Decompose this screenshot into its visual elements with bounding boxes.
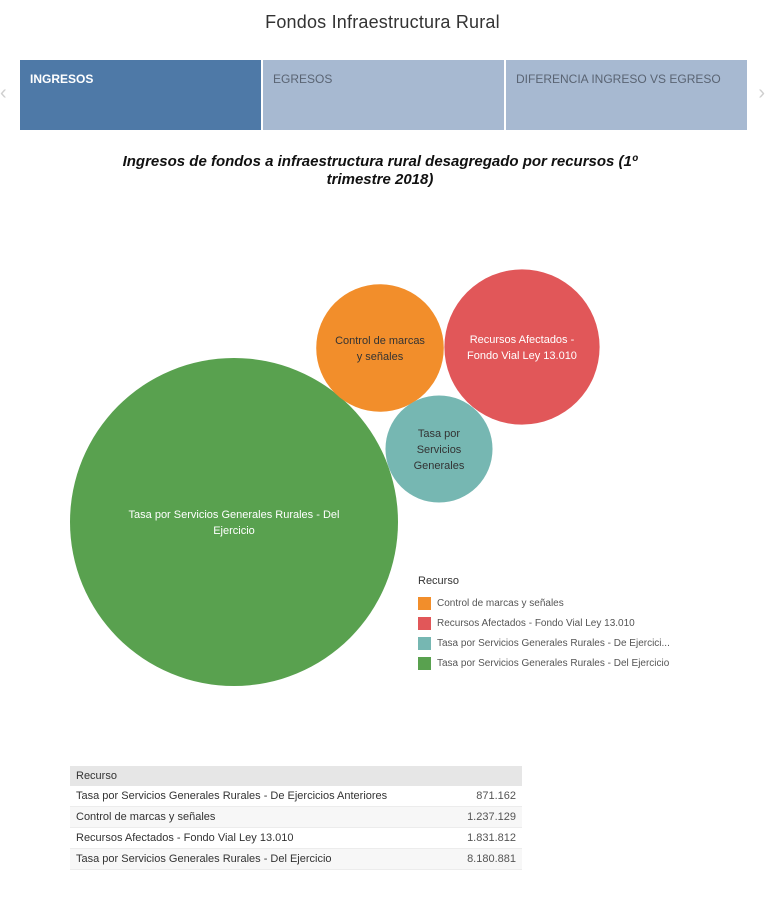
bubble-label: Control de marcas [335,335,425,347]
bubble-label: Ejercicio [213,525,255,537]
legend-label: Recursos Afectados - Fondo Vial Ley 13.010 [437,617,635,629]
legend-label: Control de marcas y señales [437,597,564,609]
bubble-0[interactable] [70,358,398,686]
table-cell-value: 871.162 [476,790,516,802]
legend-item-control-marcas[interactable] [418,593,670,613]
bubble-label: Servicios [416,444,462,456]
table-cell-value: 8.180.881 [467,853,516,865]
table-row [70,828,522,849]
next-arrow-icon[interactable]: › [758,82,765,104]
legend-label: Tasa por Servicios Generales Rurales - De Ejercici... [437,637,670,649]
table-row [70,849,522,870]
previous-arrow-icon[interactable]: ‹ [0,82,7,104]
legend-swatch [418,597,431,610]
legend-swatch [418,637,431,650]
legend-title: Recurso [418,575,459,587]
table-cell-recurso: Recursos Afectados - Fondo Vial Ley 13.010 [76,832,294,844]
bubble-label: y señales [356,351,404,363]
bubble-label: Tasa por [417,428,461,440]
table-cell-recurso: Tasa por Servicios Generales Rurales - Del Ejercicio [76,853,332,865]
bubble-label: Recursos Afectados - [469,334,575,346]
page-title: Fondos Infraestructura Rural [265,12,500,32]
bubble-label: Generales [413,460,465,472]
table-header: Recurso [70,766,522,786]
table-row [70,786,522,807]
legend-swatch [418,657,431,670]
tab-diferencia-ingreso-vs-egreso[interactable]: DIFERENCIA INGRESO VS EGRESO [506,60,747,130]
chart-title-line-2: trimestre 2018) [326,171,434,188]
legend-item-tasa-ejercicio[interactable] [418,653,670,673]
bubble-2[interactable] [444,269,599,424]
legend-item-recursos-afectados[interactable] [418,613,670,633]
table-cell-value: 1.237.129 [467,811,516,823]
legend-swatch [418,617,431,630]
chart-legend [418,575,670,673]
bubble-label: Tasa por Servicios Generales Rurales - Del [128,509,340,521]
table-cell-recurso: Tasa por Servicios Generales Rurales - De Ejercicios Anteriores [76,790,388,802]
table-row [70,807,522,828]
table-cell-value: 1.831.812 [467,832,516,844]
table-body [70,786,522,870]
data-table [70,766,522,870]
legend-item-tasa-anteriores[interactable] [418,633,670,653]
tab-ingresos[interactable]: INGRESOS [20,60,261,130]
table-cell-recurso: Control de marcas y señales [76,811,216,823]
legend-label: Tasa por Servicios Generales Rurales - Del Ejercicio [437,657,670,669]
bubble-label: Fondo Vial Ley 13.010 [467,350,577,362]
tab-egresos[interactable]: EGRESOS [263,60,504,130]
chart-title-line-1: Ingresos de fondos a infraestructura rural desagregado por recursos (1º [122,153,638,170]
bubble-1[interactable] [316,284,444,412]
